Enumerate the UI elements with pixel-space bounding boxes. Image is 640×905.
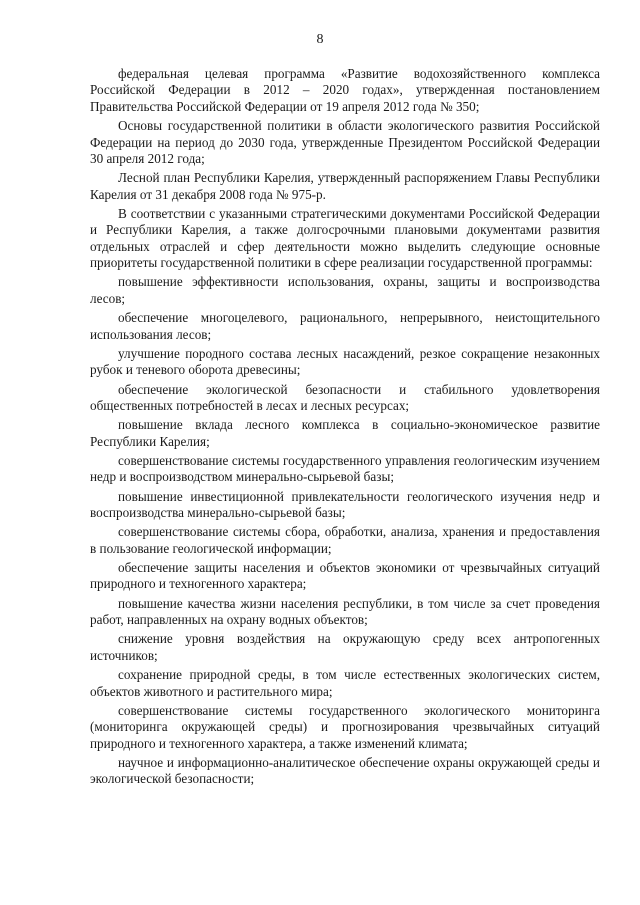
priority-item-impact-reduction: снижение уровня воздействия на окружающую среду всех антропогенных источников; [90,631,600,663]
priority-item-monitoring: совершенствование системы государственного экологического мониторинга (мониторинга окружающей среды) и прогнозирования чрезвычайных ситуаций природного и техногенного характера, а также изменений климата; [90,702,600,751]
page-number: 8 [316,32,324,47]
priority-item-ecological-safety: обеспечение экологической безопасности и стабильного удовлетворения общественных потребностей в лесах и лесных ресурсах; [90,381,600,413]
priority-item-forest-efficiency: повышение эффективности использования, охраны, защиты и воспроизводства лесов; [90,274,600,306]
priority-item-emergency-protection: обеспечение защиты населения и объектов экономики от чрезвычайных ситуаций природного и техногенного характера; [90,560,600,592]
priority-item-geology-information: совершенствование системы сбора, обработки, анализа, хранения и предоставления в пользование геологической информации; [90,524,600,556]
priority-item-quality-of-life: повышение качества жизни населения республики, в том числе за счет проведения работ, направленных на охрану водных объектов; [90,595,600,628]
priority-item-nature-preservation: сохранение природной среды, в том числе естественных экологических систем, объектов животного и растительного мира; [90,667,600,699]
paragraph-water-program: федеральная целевая программа «Развитие водохозяйственного комплекса Российской Федерации в 2012 – 2020 годах», утвержденная постановлением Правительства Российской Федерации от 19 апреля 2012 года № 350; [90,66,600,114]
priority-item-geology-management: совершенствование системы государственного управления геологическим изучением недр и воспроизводством минерально-сырьевой базы; [90,452,600,485]
paragraph-priorities-intro: В соответствии с указанными стратегическими документами Российской Федерации и Республики Карелия, а также долгосрочными плановыми документами развития отдельных отраслей и сфер деятельности можно выделить следующие основные приоритеты государственной политики в сфере реализации государственной программы: [90,205,600,271]
priority-item-forest-use: обеспечение многоцелевого, рационального, непрерывного, неистощительного использования лесов; [90,310,600,342]
priority-item-forest-composition: улучшение породного состава лесных насаждений, резкое сокращение незаконных рубок и теневого оборота древесины; [90,345,600,378]
priority-item-forest-complex: повышение вклада лесного комплекса в социально-экономическое развитие Республики Карелия; [90,417,600,449]
document-body [90,66,600,791]
priority-item-scientific-support: научное и информационно-аналитическое обеспечение охраны окружающей среды и экологической безопасности; [90,754,600,787]
paragraph-forest-plan: Лесной план Республики Карелия, утвержденный распоряжением Главы Республики Карелия от 31 декабря 2008 года № 975-р. [90,170,600,202]
priority-item-geology-investment: повышение инвестиционной привлекательности геологического изучения недр и воспроизводства минерально-сырьевой базы; [90,488,600,521]
paragraph-ecology-policy-basics: Основы государственной политики в области экологического развития Российской Федерации на период до 2030 года, утвержденные Президентом Российской Федерации 30 апреля 2012 года; [90,118,600,166]
